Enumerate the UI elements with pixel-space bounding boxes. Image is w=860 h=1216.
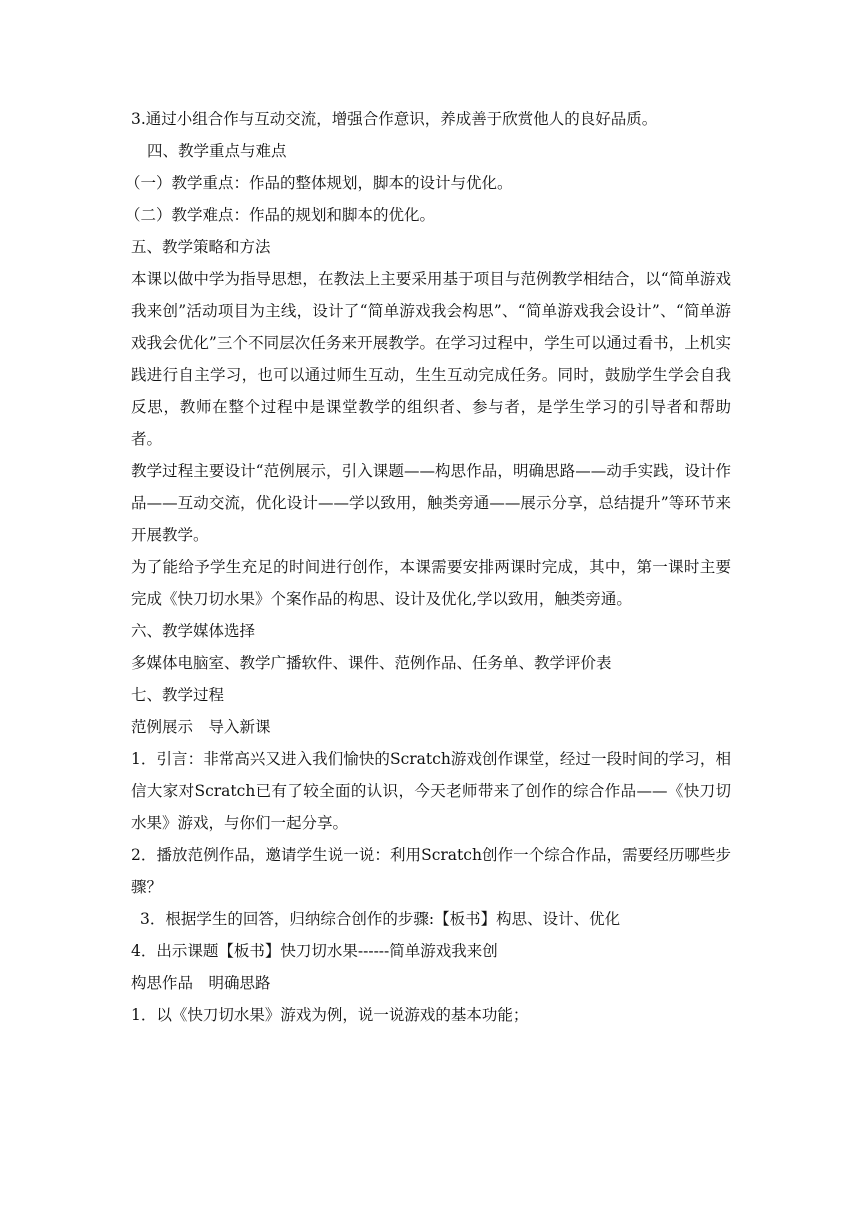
subheading-demo: 范例展示 导入新课: [131, 718, 271, 736]
step-1-intro: 1．引言：非常高兴又进入我们愉快的Scratch游戏创作课堂，经过一段时间的学习，相信大家对Scratch已有了较全面的认识，今天老师带来了创作的综合作品——《快刀切水果》游戏，与你们一起分享。: [131, 750, 731, 832]
design-step-1: 1．以《快刀切水果》游戏为例，说一说游戏的基本功能；: [131, 1006, 529, 1024]
step-4-title: 4．出示课题【板书】快刀切水果------简单游戏我来创: [131, 942, 498, 960]
schedule-paragraph: 为了能给予学生充足的时间进行创作，本课需要安排两课时完成，其中，第一课时主要完成《快刀切水果》个案作品的构思、设计及优化,学以致用，触类旁通。: [131, 558, 731, 608]
section-heading-7: 七、教学过程: [131, 686, 225, 704]
difficult-point: （二）教学难点：作品的规划和脚本的优化。: [125, 206, 436, 224]
document-body: [125, 103, 731, 1031]
process-paragraph: 教学过程主要设计“范例展示，引入课题——构思作品，明确思路——动手实践，设计作品——互动交流，优化设计——学以致用，触类旁通——展示分享，总结提升”等环节来开展教学。: [131, 462, 731, 544]
strategy-paragraph: 本课以做中学为指导思想，在教法上主要采用基于项目与范例教学相结合，以“简单游戏我来创”活动项目为主线，设计了“简单游戏我会构思”、“简单游戏我会设计”、“简单游戏我会优化”三个不同层次任务来开展教学。在学习过程中，学生可以通过看书，上机实践进行自主学习，也可以通过师生互动，生生互动完成任务。同时，鼓励学生学会自我反思，教师在整个过程中是课堂教学的组织者、参与者，是学生学习的引导者和帮助者。: [131, 270, 731, 448]
step-2-demo: 2．播放范例作品，邀请学生说一说：利用Scratch创作一个综合作品，需要经历哪些步骤？: [131, 846, 731, 896]
section-heading-4: 四、教学重点与难点: [147, 142, 287, 160]
section-heading-5: 五、教学策略和方法: [131, 238, 271, 256]
section-heading-6: 六、教学媒体选择: [131, 622, 256, 640]
subheading-design: 构思作品 明确思路: [131, 974, 271, 992]
media-list: 多媒体电脑室、教学广播软件、课件、范例作品、任务单、教学评价表: [131, 654, 612, 672]
key-point: （一）教学重点：作品的整体规划，脚本的设计与优化。: [125, 174, 513, 192]
step-3-summary: 3．根据学生的回答，归纳综合创作的步骤:【板书】构思、设计、优化: [140, 910, 621, 928]
objective-3: 3.通过小组合作与互动交流，增强合作意识，养成善于欣赏他人的良好品质。: [131, 110, 658, 128]
